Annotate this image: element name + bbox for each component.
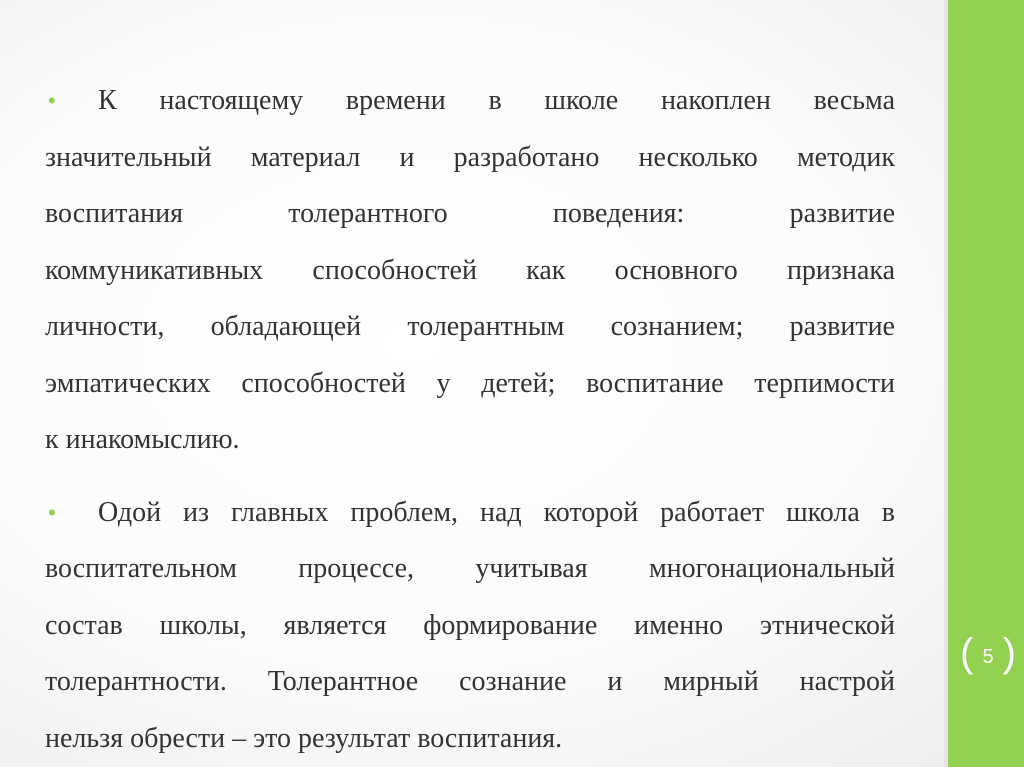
paragraph-line: эмпатических способностей у детей; воспитание терпимости [45,367,895,399]
paragraph-line: воспитания толерантного поведения: развитие [45,198,895,229]
paragraph-line: личности, обладающей толерантным сознанием; развитие [45,311,895,342]
slide-body [45,73,895,767]
paragraph-line: Одой из главных проблем, над которой работает школа в [98,496,895,528]
paragraph-line: воспитательном процессе, учитывая многонациональный [45,553,895,584]
right-brace-icon: ) [1002,631,1016,675]
bullet-paragraph-1 [45,73,895,469]
paragraph-line: коммуникативных способностей как основного признака [45,254,895,286]
page-number-value: 5 [982,646,994,668]
paragraph-line: к инакомыслию. [45,424,240,455]
bullet-icon: • [48,499,56,525]
bullet-paragraph-2 [45,485,895,767]
paragraph-line: нельзя обрести – это результат воспитания. [45,722,563,754]
paragraph-line: значительный материал и разработано несколько методик [45,141,895,173]
page-number [960,633,1016,681]
bullet-icon: • [48,88,56,113]
paragraph-line: толерантности. Толерантное сознание и мирный настрой [45,666,895,697]
paragraph-line: К настоящему времени в школе накоплен весьма [98,85,895,116]
paragraph-line: состав школы, является формирование именно этнической [45,609,895,641]
left-brace-icon: ( [960,631,974,675]
